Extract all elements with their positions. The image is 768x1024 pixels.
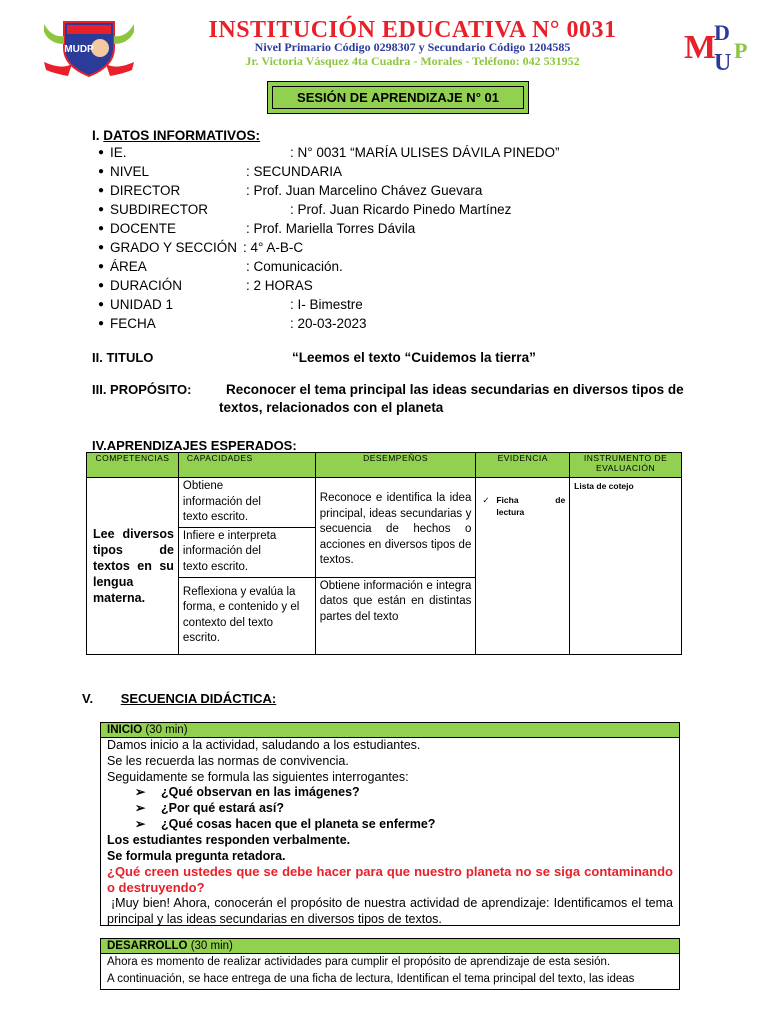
students-respond: Los estudiantes responden verbalmente. [107,832,351,847]
col-instrumento: INSTRUMENTO DE EVALUACIÓN [570,453,682,478]
competencia-cell [87,478,179,655]
checkmark-icon: ✓ [482,495,490,505]
capacidad-cell-1: Obtiene información del texto escrito. [178,478,315,528]
question-item: ➢ ¿Por qué estará así? [107,801,673,817]
section-1-number: I. [92,128,100,143]
competencias-table [86,452,682,655]
capacidad-cell-3: Reflexiona y evalúa la forma, e contenido y el contexto del texto escrito. [178,577,315,654]
instrumento-cell: Lista de cotejo [570,478,682,655]
session-title: SESIÓN DE APRENDIZAJE N° 01 [272,86,524,109]
inicio-box [100,722,680,926]
shield-text: MUDP [64,44,94,55]
svg-text:M: M [684,29,717,66]
inicio-line-1: Damos inicio a la actividad, saludando a los estudiantes. [107,738,421,752]
question-item: ➢ ¿Qué observan en las imágenes? [107,785,673,801]
inicio-body [101,738,679,928]
col-capacidades: CAPACIDADES [178,453,315,478]
challenge-intro: Se formula pregunta retadora. [107,848,286,863]
svg-text:U: U [714,50,732,74]
question-item: ➢ ¿Qué cosas hacen que el planeta se enferme? [107,817,673,833]
proposito-line-1: Reconocer el tema principal las ideas secundarias en diversos tipos de [226,382,684,397]
arrow-bullet-icon: ➢ [135,801,146,816]
col-competencias: COMPETENCIAS [87,453,179,478]
inicio-line-2: Se les recuerda las normas de convivencia. [107,753,349,768]
session-title-box [267,81,529,114]
arrow-bullet-icon: ➢ [135,785,146,800]
school-shield-logo [42,18,136,80]
inicio-time: (30 min) [145,724,188,736]
inicio-line-3: Seguidamente se formula las siguientes interrogantes: [107,769,409,784]
inicio-closing: ¡Muy bien! Ahora, conocerán el propósito de nuestra actividad de aprendizaje: Identificamos el tema principal y las ideas secundarias en diversos tipos de textos. [107,895,673,926]
proposito-line-2: textos, relacionados con el planeta [219,400,444,415]
desarrollo-header [101,939,679,954]
section-1-title: DATOS INFORMATIVOS: [103,128,261,143]
col-desempenos: DESEMPEÑOS [315,453,476,478]
svg-text:D: D [714,20,730,45]
section-5-number: V. [82,691,94,706]
institution-address: Jr. Victoria Vásquez 4ta Cuadra - Morales - Teléfono: 042 531952 [245,54,580,68]
section-2-heading: II. TITULO [92,350,154,365]
svg-text:P: P [734,38,748,63]
competencia-text: Lee diversos tipos de textos en su lengua materna. [93,526,174,605]
table-header-row [87,453,682,478]
inicio-header [101,723,679,738]
col-evidencia: EVIDENCIA [476,453,570,478]
institution-codes: Nivel Primario Código 0298307 y Secundario Código 1204585 [254,40,571,54]
section-4-heading: IV.APRENDIZAJES ESPERADOS: [92,438,297,453]
desarrollo-line-2: A continuación, se hace entrega de una ficha de lectura, Identifican el tema principal del texto, las ideas [107,973,635,985]
desarrollo-title: DESARROLLO [107,940,188,952]
evidencia-cell [476,478,570,655]
section-1-heading [92,128,260,143]
desempeno-cell-2: Obtiene información e integra datos que están en distintas partes del texto [315,577,476,654]
section-3-heading: III. PROPÓSITO: [92,382,192,397]
desempeno-cell-1: Reconoce e identifica la idea principal, ideas secundarias y secuencia de hechos o acciones en diversos tipos de textos. [315,478,476,578]
section-5-heading [82,691,276,706]
desarrollo-box [100,938,680,990]
capacidad-cell-2: Infiere e interpreta información del texto escrito. [178,527,315,577]
desarrollo-line-1: Ahora es momento de realizar actividades para cumplir el propósito de aprendizaje de esta sesión. [107,956,611,968]
evidencia-item: ✓ Ficha de lectura [482,495,566,517]
section-5-title: SECUENCIA DIDÁCTICA: [120,691,277,706]
session-topic-title: “Leemos el texto “Cuidemos la tierra” [292,350,536,365]
desarrollo-body [101,954,679,988]
arrow-bullet-icon: ➢ [135,816,146,831]
mdup-logo [684,18,756,74]
challenge-question: ¿Qué creen ustedes que se debe hacer para que nuestro planeta no se siga contaminando o destruyendo? [107,864,673,896]
desarrollo-time: (30 min) [190,940,233,952]
institution-title: INSTITUCIÓN EDUCATIVA N° 0031 [208,17,617,43]
inicio-title: INICIO [107,724,143,736]
table-row [87,478,682,528]
